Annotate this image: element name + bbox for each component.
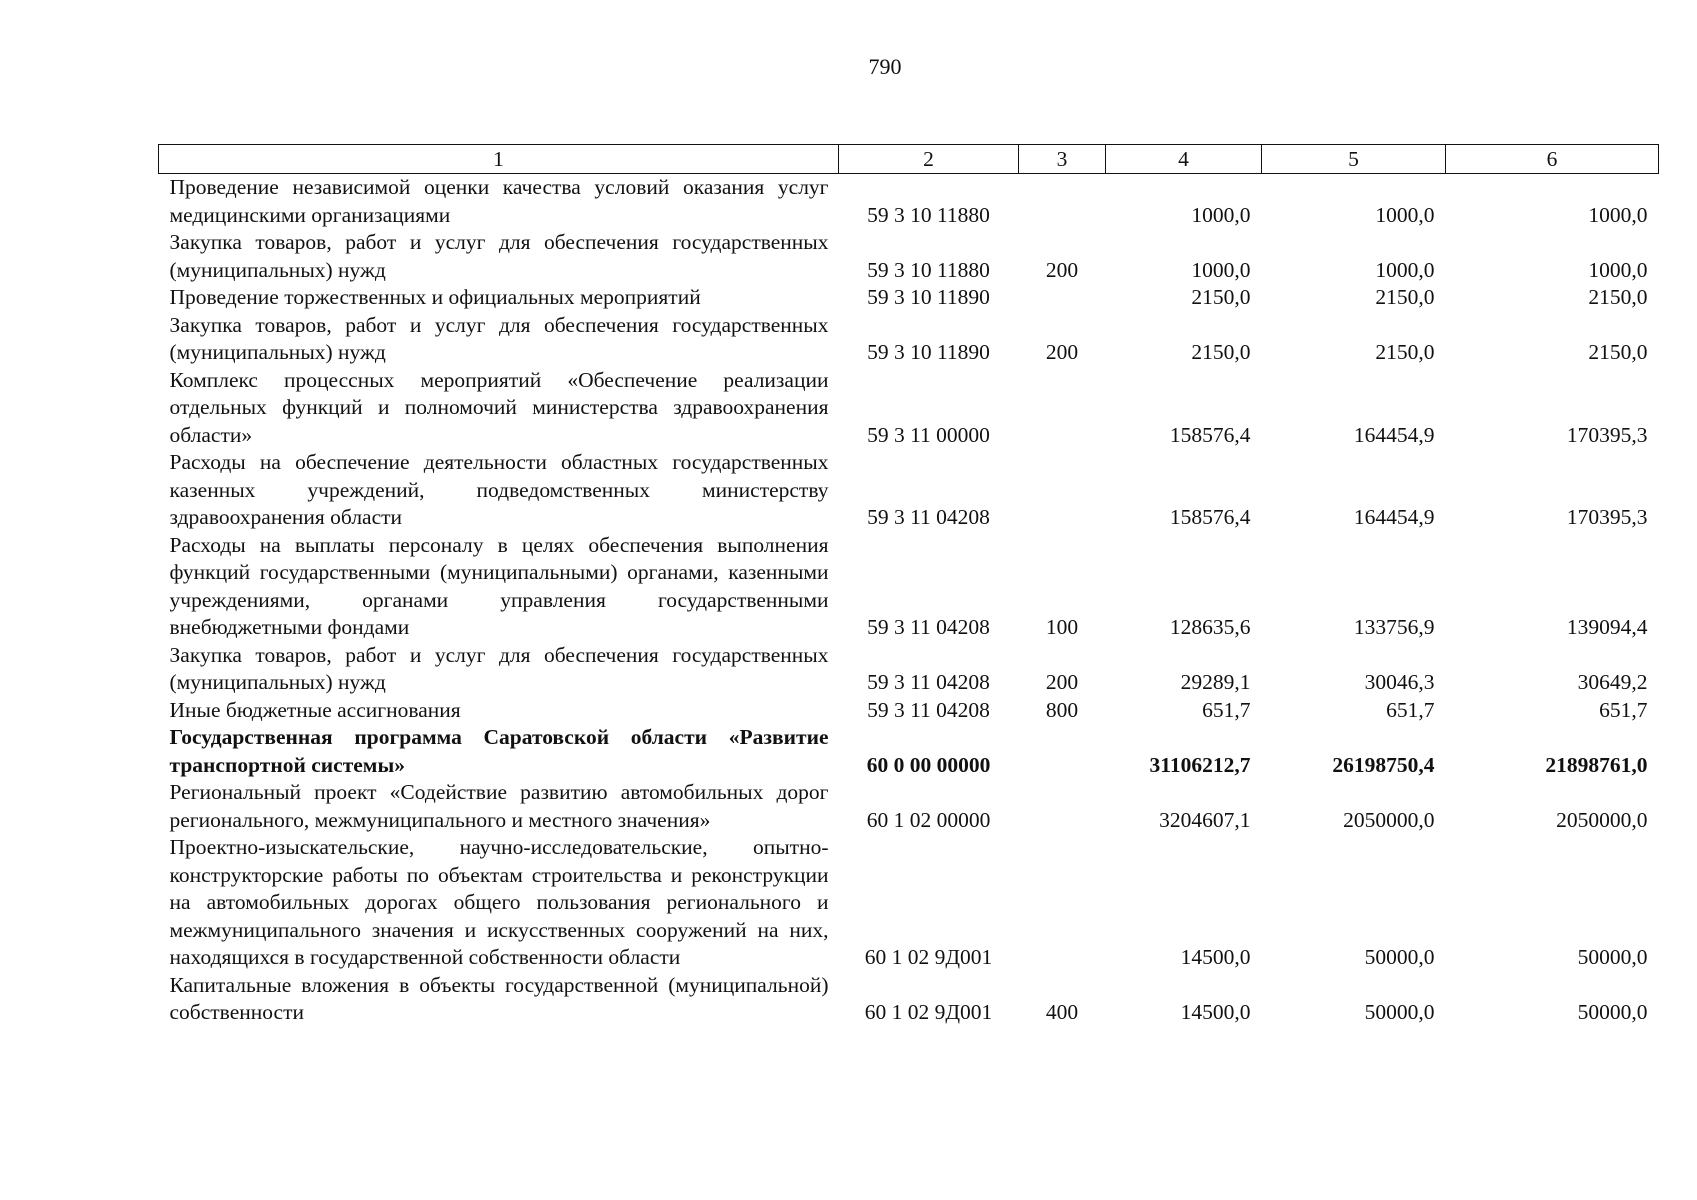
row-code: 60 0 00 00000	[866, 752, 991, 777]
row-value-col5: 2050000,0	[1343, 807, 1435, 832]
row-value-col6: 2150,0	[1588, 340, 1648, 364]
row-expense-type	[1019, 449, 1106, 532]
row-code: 59 3 11 04208	[867, 697, 990, 722]
row-value-col4: 3204607,1	[1159, 807, 1251, 832]
row-value-col4: 158576,4	[1169, 422, 1251, 447]
row-value-col5: 1000,0	[1375, 257, 1435, 282]
table-row	[159, 312, 1659, 367]
row-code: 59 3 11 04208	[867, 615, 990, 639]
row-value-col6: 2150,0	[1588, 285, 1648, 309]
row-name: Расходы на выплаты персоналу в целях обеспечения выполнения функций государственными (муниципальными) органами, казенными учреждениями, органами управления государственными внебюджетными фондами	[169, 532, 829, 639]
row-value-col4: 128635,6	[1169, 615, 1251, 639]
table-row	[159, 779, 1659, 834]
table-row	[159, 367, 1659, 450]
row-value-col5: 50000,0	[1364, 1000, 1435, 1024]
header-col-6: 6	[1446, 145, 1659, 174]
row-value-col6: 30649,2	[1577, 670, 1648, 694]
row-code: 60 1 02 00000	[866, 807, 991, 832]
row-expense-type	[1019, 724, 1106, 779]
row-code: 59 3 11 00000	[867, 422, 990, 447]
row-value-col4: 158576,4	[1169, 505, 1251, 529]
row-name: Расходы на обеспечение деятельности областных государственных казенных учреждений, подведомственных министерству здравоохранения области	[169, 450, 829, 529]
table-header	[159, 145, 1659, 174]
row-expense-type: 400	[1045, 1000, 1079, 1024]
header-col-4: 4	[1106, 145, 1262, 174]
row-name: Закупка товаров, работ и услуг для обеспечения государственных (муниципальных) нужд	[169, 642, 829, 694]
row-expense-type	[1019, 174, 1106, 230]
row-name: Комплекс процессных мероприятий «Обеспечение реализации отдельных функций и полномочий министерства здравоохранения области»	[169, 367, 829, 447]
row-expense-type	[1019, 779, 1106, 834]
table-row	[159, 532, 1659, 642]
row-value-col5: 50000,0	[1364, 945, 1435, 969]
row-value-col5: 30046,3	[1364, 670, 1435, 694]
row-code: 59 3 11 04208	[867, 505, 990, 529]
row-value-col6: 50000,0	[1577, 1000, 1648, 1024]
row-expense-type	[1019, 834, 1106, 972]
row-name: Проектно-изыскательские, научно-исследовательские, опытно-конструкторские работы по объектам строительства и реконструкции на автомобильных дорогах общего пользования регионального и межмуниципального значения и искусственных сооружений на них, находящихся в государственной собственности области	[169, 835, 829, 969]
row-code: 60 1 02 9Д001	[864, 1000, 993, 1024]
row-value-col6: 170395,3	[1566, 422, 1648, 447]
row-expense-type: 200	[1045, 257, 1079, 282]
row-value-col4: 14500,0	[1180, 945, 1251, 969]
table-row	[159, 724, 1659, 779]
row-expense-type: 800	[1045, 697, 1079, 722]
row-value-col6: 139094,4	[1566, 615, 1648, 639]
row-name: Закупка товаров, работ и услуг для обеспечения государственных (муниципальных) нужд	[169, 312, 829, 364]
row-value-col6: 651,7	[1599, 697, 1648, 722]
row-value-col4: 14500,0	[1180, 1000, 1251, 1024]
header-col-2: 2	[839, 145, 1019, 174]
row-value-col5: 164454,9	[1353, 505, 1435, 529]
row-name: Проведение торжественных и официальных мероприятий	[169, 285, 701, 309]
row-value-col6: 1000,0	[1588, 257, 1648, 282]
row-value-col6: 170395,3	[1566, 505, 1648, 529]
header-row	[159, 145, 1659, 174]
row-name: Иные бюджетные ассигнования	[169, 697, 461, 722]
budget-table	[158, 144, 1659, 1027]
row-code: 59 3 10 11890	[867, 340, 990, 364]
row-expense-type	[1019, 367, 1106, 450]
row-value-col4: 2150,0	[1191, 285, 1251, 309]
row-value-col4: 2150,0	[1191, 340, 1251, 364]
row-value-col5: 2150,0	[1375, 340, 1435, 364]
table-row	[159, 229, 1659, 284]
row-value-col5: 26198750,4	[1332, 752, 1435, 777]
row-value-col6: 2050000,0	[1556, 807, 1648, 832]
table-row	[159, 834, 1659, 972]
row-value-col4: 31106212,7	[1149, 752, 1251, 777]
row-expense-type: 200	[1045, 670, 1079, 694]
row-value-col6: 50000,0	[1577, 945, 1648, 969]
table-row	[159, 284, 1659, 312]
table-row	[159, 642, 1659, 697]
row-value-col5: 1000,0	[1375, 202, 1435, 227]
header-col-5: 5	[1262, 145, 1446, 174]
row-value-col4: 1000,0	[1191, 257, 1251, 282]
row-code: 60 1 02 9Д001	[864, 945, 993, 969]
row-value-col5: 164454,9	[1353, 422, 1435, 447]
row-name: Государственная программа Саратовской области «Развитие транспортной системы»	[169, 725, 829, 777]
row-value-col5: 133756,9	[1353, 615, 1435, 639]
row-name: Закупка товаров, работ и услуг для обеспечения государственных (муниципальных) нужд	[169, 230, 829, 282]
table-row	[159, 449, 1659, 532]
row-name: Региональный проект «Содействие развитию автомобильных дорог регионального, межмуниципального и местного значения»	[169, 780, 829, 832]
row-code: 59 3 10 11890	[867, 285, 990, 309]
row-value-col6: 21898761,0	[1545, 752, 1648, 777]
row-code: 59 3 10 11880	[867, 202, 990, 227]
table-body	[159, 174, 1659, 1027]
row-value-col5: 2150,0	[1375, 285, 1435, 309]
row-value-col4: 1000,0	[1191, 202, 1251, 227]
header-col-1: 1	[159, 145, 839, 174]
row-name: Капитальные вложения в объекты государственной (муниципальной) собственности	[169, 972, 829, 1024]
row-expense-type: 200	[1045, 340, 1079, 364]
row-expense-type: 100	[1045, 615, 1079, 639]
row-value-col4: 29289,1	[1180, 670, 1251, 694]
page-number: 790	[868, 54, 902, 79]
row-name: Проведение независимой оценки качества условий оказания услуг медицинскими организациями	[169, 175, 829, 227]
table-row	[159, 174, 1659, 230]
table-row	[159, 972, 1659, 1027]
row-value-col4: 651,7	[1202, 697, 1251, 722]
row-value-col5: 651,7	[1386, 697, 1435, 722]
header-col-3: 3	[1019, 145, 1106, 174]
table-row	[159, 697, 1659, 725]
row-value-col6: 1000,0	[1588, 202, 1648, 227]
row-expense-type	[1019, 284, 1106, 312]
row-code: 59 3 11 04208	[867, 670, 990, 694]
row-code: 59 3 10 11880	[867, 257, 990, 282]
